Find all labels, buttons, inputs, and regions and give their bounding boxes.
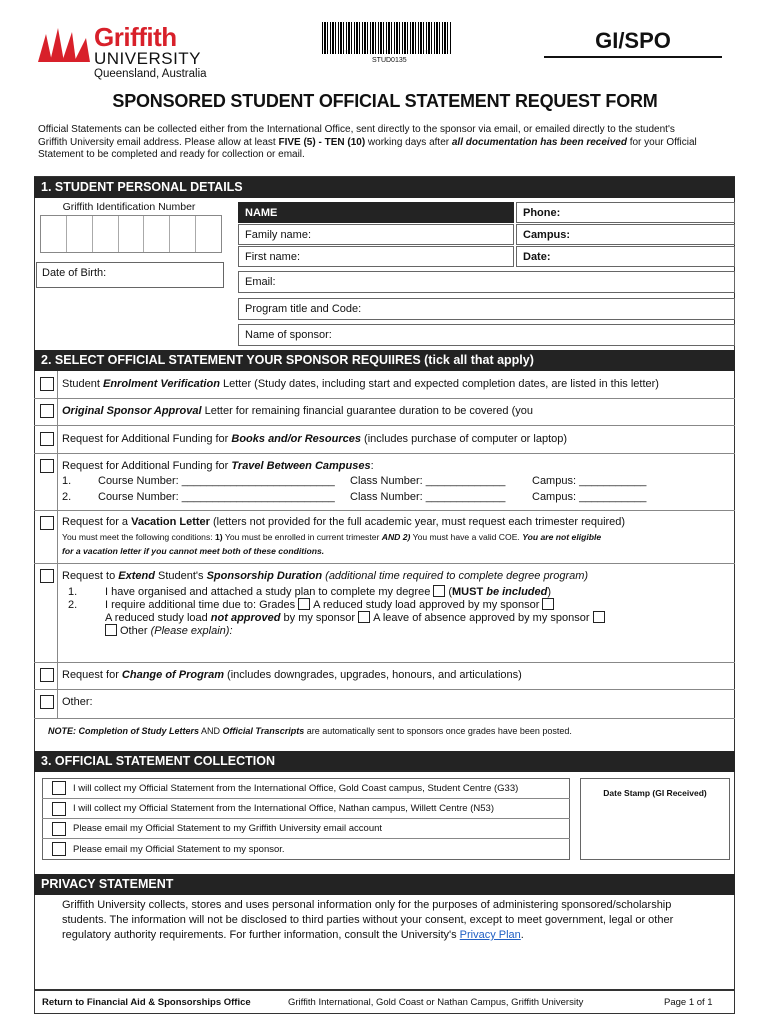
item-change-program: Request for Change of Program (includes downgrades, upgrades, honours, and articulations): [62, 669, 522, 681]
course-number-input-2[interactable]: Course Number: _________________________: [98, 491, 335, 503]
collect-nathan[interactable]: I will collect my Official Statement from the International Office, Nathan campus, Willett Centre (N53): [42, 799, 570, 819]
form-code-box: [544, 28, 722, 58]
course-row-1: 1. Course Number: _________________________ Class Number: _____________ Campus: ___________: [62, 475, 647, 487]
phone-field[interactable]: Phone:: [516, 202, 735, 223]
family-name-field[interactable]: Family name:: [238, 224, 514, 245]
checkbox-study-plan[interactable]: [433, 585, 445, 597]
class-number-input-2[interactable]: Class Number: _____________: [350, 491, 506, 503]
barcode: [322, 22, 452, 54]
vacation-conditions-1: You must meet the following conditions: 1) You must be enrolled in current trimester AND 2) You must have a valid COE. You are not eligible: [62, 532, 602, 542]
checkbox-reduced-load-not-approved[interactable]: [358, 611, 370, 623]
email-university-account[interactable]: Please email my Official Statement to my Griffith University email account: [42, 819, 570, 839]
checkbox-reduced-load-approved[interactable]: [542, 598, 554, 610]
extend-option-other: Other (Please explain):: [105, 624, 233, 637]
section1-heading: 1. STUDENT PERSONAL DETAILS: [34, 177, 735, 198]
program-field[interactable]: Program title and Code:: [238, 298, 735, 320]
checkbox-books-resources[interactable]: [40, 432, 54, 446]
item-vacation-letter: Request for a Vacation Letter (letters not provided for the full academic year, must request each trimester required): [62, 516, 626, 528]
griffith-emblem-icon: [36, 24, 94, 64]
checkbox-original-sponsor-approval[interactable]: [40, 404, 54, 418]
privacy-heading: PRIVACY STATEMENT: [34, 874, 735, 895]
checkbox-travel-campuses[interactable]: [40, 459, 54, 473]
vacation-conditions-2: for a vacation letter if you cannot meet both of these conditions.: [62, 546, 325, 556]
checkbox-collect-gold-coast[interactable]: [52, 781, 66, 795]
footer-office: Griffith International, Gold Coast or Nathan Campus, Griffith University: [288, 997, 584, 1008]
date-field[interactable]: Date:: [516, 246, 735, 267]
class-number-input-1[interactable]: Class Number: _____________: [350, 475, 506, 487]
page-title: SPONSORED STUDENT OFFICIAL STATEMENT REQUEST FORM: [112, 91, 658, 111]
gid-label: Griffith Identification Number: [62, 201, 196, 213]
item-extend-sponsorship: Request to Extend Student's Sponsorship Duration (additional time required to complete degree program): [62, 570, 589, 582]
griffith-logo: [36, 22, 226, 82]
logo-location: Queensland, Australia: [94, 68, 207, 80]
section3-heading: 3. OFFICIAL STATEMENT COLLECTION: [34, 751, 735, 772]
checkbox-collect-nathan[interactable]: [52, 802, 66, 816]
date-stamp-box: Date Stamp (GI Received): [580, 778, 730, 860]
checkbox-email-sponsor[interactable]: [52, 842, 66, 856]
item-enrolment-verification: Student Enrolment Verification Letter (Study dates, including start and expected completion dates, are listed in this letter): [62, 378, 659, 390]
item-other: Other:: [62, 696, 93, 708]
course-number-input-1[interactable]: Course Number: _________________________: [98, 475, 335, 487]
footer-return: Return to Financial Aid & Sponsorships Office: [42, 997, 251, 1008]
item-books-resources: Request for Additional Funding for Books and/or Resources (includes purchase of computer or laptop): [62, 433, 568, 445]
checkbox-extend-sponsorship[interactable]: [40, 569, 54, 583]
campus-field[interactable]: Campus:: [516, 224, 735, 245]
extend-option-1: 1. I have organised and attached a study plan to complete my degree (MUST be included): [68, 586, 552, 598]
collect-gold-coast[interactable]: I will collect my Official Statement from the International Office, Gold Coast campus, Student Centre (G33): [42, 778, 570, 799]
campus-input-1[interactable]: Campus: ___________: [532, 475, 647, 487]
extend-option-3: A reduced study load not approved by my sponsor A leave of absence approved by my sponsor: [105, 611, 608, 624]
extend-option-2: 2. I require additional time due to: Grades A reduced study load approved by my sponsor: [68, 598, 557, 611]
dob-field[interactable]: Date of Birth:: [36, 262, 224, 288]
checkbox-vacation-letter[interactable]: [40, 516, 54, 530]
checkbox-change-program[interactable]: [40, 668, 54, 682]
footer-page: Page 1 of 1: [664, 997, 713, 1008]
note-completion-letters: NOTE: Completion of Study Letters AND Official Transcripts are automatically sent to sponsors once grades have been posted.: [48, 726, 572, 736]
email-sponsor[interactable]: Please email my Official Statement to my sponsor.: [42, 839, 570, 860]
sponsor-field[interactable]: Name of sponsor:: [238, 324, 735, 346]
name-header: NAME: [238, 202, 514, 223]
intro-paragraph: Official Statements can be collected either from the International Office, sent directly to the sponsor via email, or emailed directly to the student's Griffith University email address. Please allow at least FIVE (5) - TEN (10) working days after all documentation has been received for your Official Statement to be completed and ready for collection or email.: [38, 124, 697, 160]
logo-sub: UNIVERSITY: [94, 49, 202, 68]
first-name-field[interactable]: First name:: [238, 246, 514, 267]
form-code: GI/SPO: [595, 28, 671, 53]
gid-input[interactable]: [40, 215, 222, 253]
logo-name: Griffith: [94, 22, 177, 52]
barcode-text: STUD0135: [372, 57, 407, 64]
checkbox-other-reason[interactable]: [105, 624, 117, 636]
privacy-text: Griffith University collects, stores and uses personal information only for the purposes of administering sponsored/scholarship students. The information will not be disclosed to third parties without your consent, except to meet government, legal or other regulatory authority requirements. For further information, consult the University's Privacy Plan.: [62, 899, 674, 941]
checkbox-enrolment-verification[interactable]: [40, 377, 54, 391]
privacy-plan-link[interactable]: Privacy Plan: [459, 929, 521, 941]
campus-input-2[interactable]: Campus: ___________: [532, 491, 647, 503]
checkbox-grades[interactable]: [298, 598, 310, 610]
email-field[interactable]: Email:: [238, 271, 735, 293]
checkbox-other[interactable]: [40, 695, 54, 709]
item-travel-campuses: Request for Additional Funding for Travel Between Campuses:: [62, 460, 374, 472]
checkbox-leave-of-absence[interactable]: [593, 611, 605, 623]
section2-heading: 2. SELECT OFFICIAL STATEMENT YOUR SPONSOR REQUIIRES (tick all that apply): [34, 350, 735, 371]
course-row-2: 2. Course Number: _________________________ Class Number: _____________ Campus: ___________: [62, 491, 647, 503]
checkbox-email-university[interactable]: [52, 822, 66, 836]
item-original-sponsor-approval: Original Sponsor Approval Letter for remaining financial guarantee duration to be covered (you: [62, 405, 533, 417]
